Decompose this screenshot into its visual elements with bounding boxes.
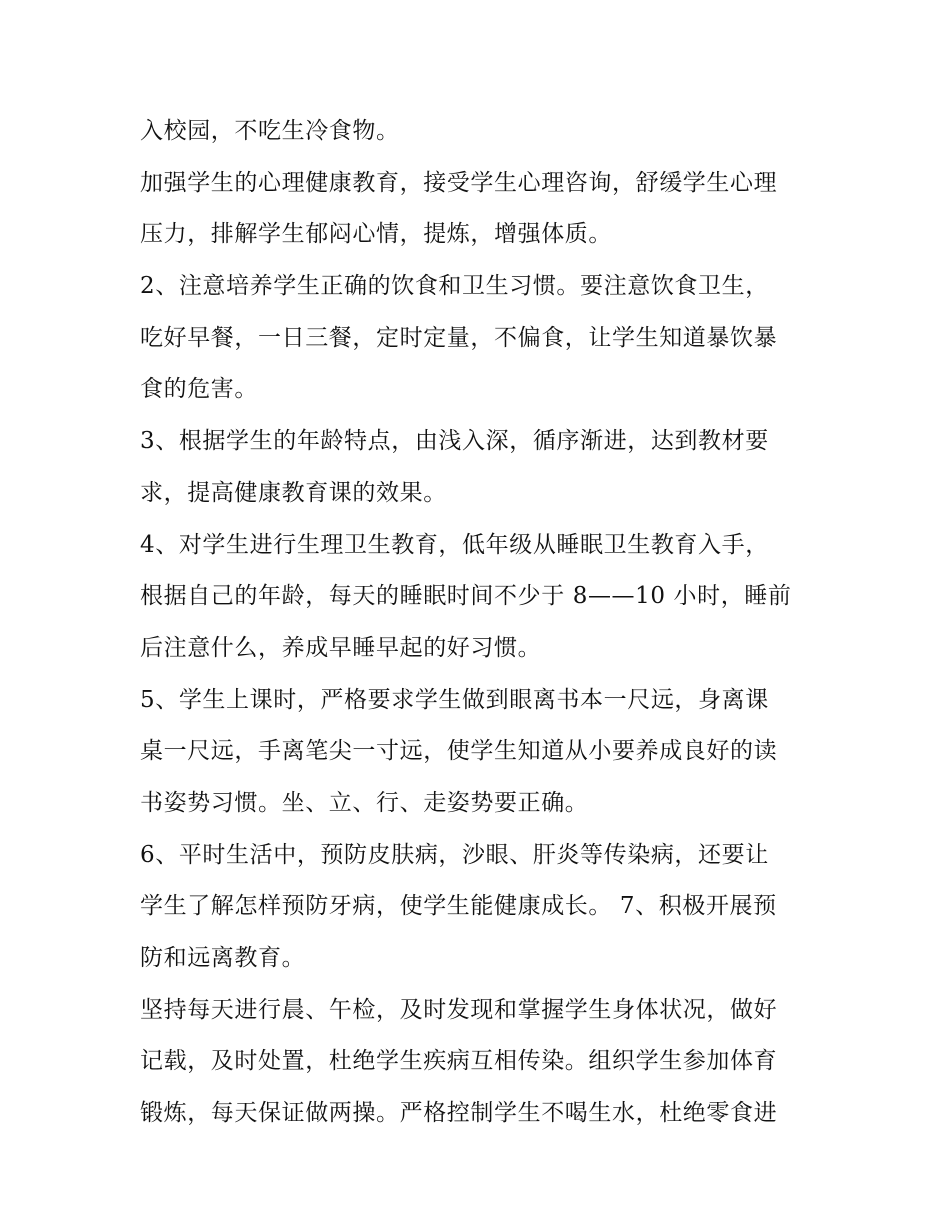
- text-line: 记载，及时处置，杜绝学生疾病互相传染。组织学生参加体育: [140, 1048, 778, 1075]
- text-line: 求，提高健康教育课的效果。: [140, 479, 447, 506]
- text-line: 2、注意培养学生正确的饮食和卫生习惯。要注意饮食卫生，: [140, 273, 769, 300]
- text-line: 吃好早餐，一日三餐，定时定量，不偏食，让学生知道暴饮暴: [140, 324, 778, 351]
- text-line: 压力，排解学生郁闷心情，提炼，增强体质。: [140, 221, 612, 248]
- text-line: 入校园，不吃生冷食物。: [140, 118, 400, 144]
- text-line: 6、平时生活中，预防皮肤病，沙眼、肝炎等传染病，还要让: [140, 841, 769, 868]
- text-line: 4、对学生进行生理卫生教育，低年级从睡眠卫生教育入手，: [140, 531, 769, 558]
- text-line: 5、学生上课时，严格要求学生做到眼离书本一尺远，身离课: [140, 686, 769, 713]
- text-line: 防和远离教育。: [140, 945, 306, 971]
- text-line: 3、根据学生的年龄特点，由浅入深，循序渐进，达到教材要: [140, 428, 769, 455]
- text-line: 根据自己的年龄，每天的睡眠时间不少于 8——10 小时，睡前: [140, 583, 792, 610]
- text-line: 桌一尺远，手离笔尖一寸远，使学生知道从小要养成良好的读: [140, 738, 778, 765]
- text-line: 书姿势习惯。坐、立、行、走姿势要正确。: [140, 789, 589, 816]
- text-line: 坚持每天进行晨、午检，及时发现和掌握学生身体状况，做好: [140, 996, 778, 1023]
- text-line: 加强学生的心理健康教育，接受学生心理咨询，舒缓学生心理: [140, 169, 778, 196]
- text-line: 学生了解怎样预防牙病，使学生能健康成长。 7、积极开展预: [140, 893, 777, 920]
- text-line: 后注意什么，养成早睡早起的好习惯。: [140, 634, 542, 661]
- document-body: [140, 106, 820, 1140]
- text-line: 食的危害。: [140, 376, 258, 403]
- text-line: 锻炼，每天保证做两操。严格控制学生不喝生水，杜绝零食进: [140, 1100, 778, 1127]
